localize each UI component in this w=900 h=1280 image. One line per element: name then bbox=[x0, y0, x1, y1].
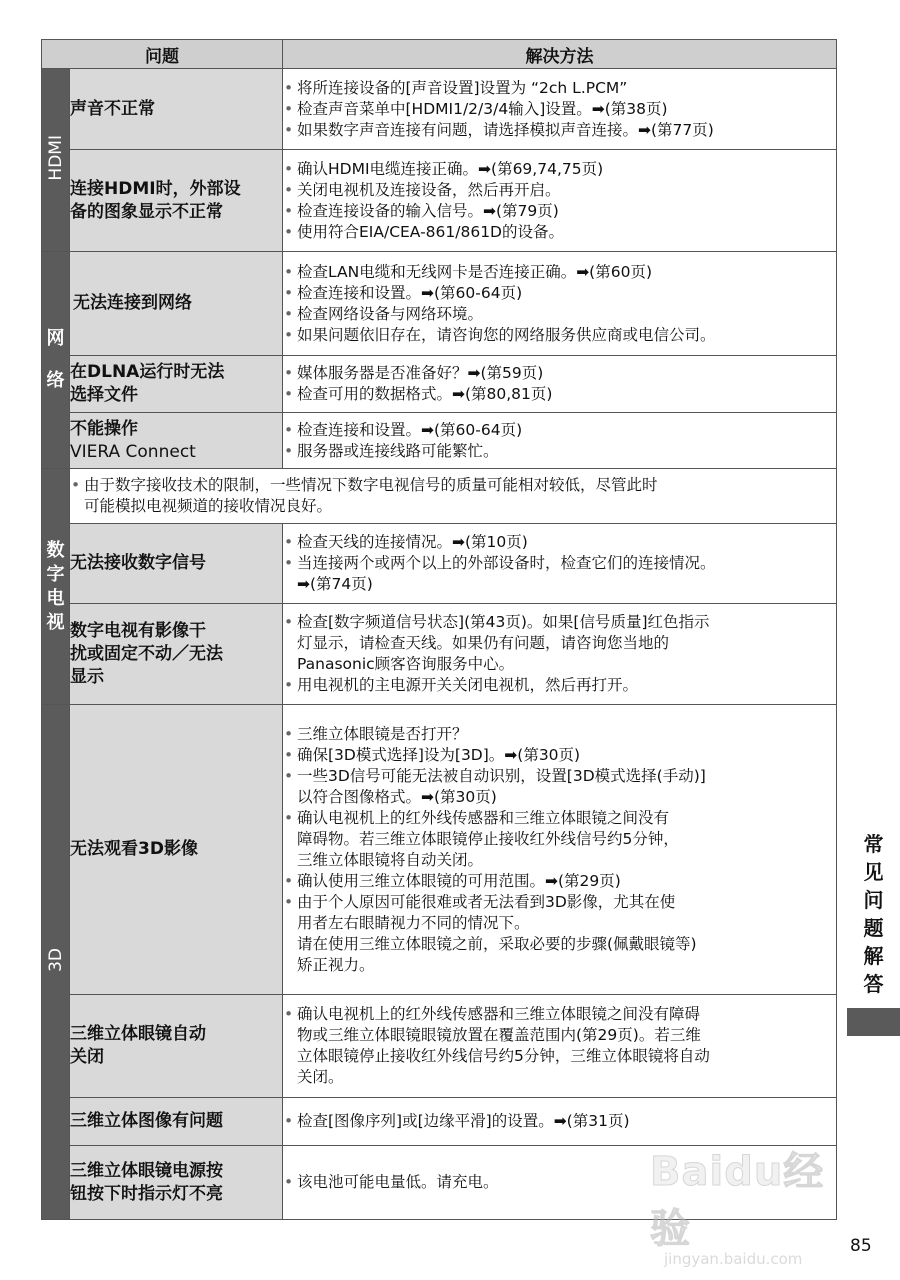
table-row bbox=[42, 150, 837, 252]
solution-item: • 检查天线的连接情况。➡(第10页) bbox=[283, 532, 836, 553]
solution-item: • 检查声音菜单中[HDMI1/2/3/4输入]设置。➡(第38页) bbox=[283, 99, 836, 120]
problem-cell bbox=[70, 995, 283, 1098]
solution-item: • 确认使用三维立体眼镜的可用范围。➡(第29页) bbox=[283, 871, 836, 892]
problem-line: 显示 bbox=[70, 666, 104, 687]
section-3d-label: 3D bbox=[45, 947, 66, 972]
solution-item: • 检查连接和设置。➡(第60-64页) bbox=[283, 420, 836, 441]
solution-item: 请在使用三维立体眼镜之前，采取必要的步骤(佩戴眼镜等) bbox=[297, 934, 697, 953]
solution-item: • 检查[图像序列]或[边缘平滑]的设置。➡(第31页) bbox=[283, 1111, 836, 1132]
problem-cell bbox=[70, 252, 283, 356]
problem-line: 不能操作 bbox=[70, 418, 138, 439]
solution-cell bbox=[283, 150, 837, 252]
problem-cell bbox=[70, 356, 283, 413]
problem-line: 备的图象显示不正常 bbox=[70, 201, 223, 222]
problem-cell: 三维立体图像有问题 bbox=[70, 1098, 283, 1146]
solution-item: • 将所连接设备的[声音设置]设置为 “2ch L.PCM” bbox=[283, 78, 836, 99]
section-char: 电 bbox=[46, 587, 65, 609]
problem-cell: 无法观看3D影像 bbox=[70, 705, 283, 995]
solution-item: • 确认电视机上的红外线传感器和三维立体眼镜之间没有 bbox=[283, 808, 836, 829]
side-tab-char: 解 bbox=[863, 944, 884, 968]
solution-item: • 由于个人原因可能很难或者无法看到3D影像，尤其在使 bbox=[283, 892, 836, 913]
table-row bbox=[42, 69, 837, 150]
problem-cell bbox=[70, 604, 283, 705]
solution-item: 以符合图像格式。➡(第30页) bbox=[297, 787, 497, 806]
table-row bbox=[42, 252, 837, 356]
table-row bbox=[42, 995, 837, 1098]
problem-text: 无法连接到网络 bbox=[73, 293, 192, 313]
problem-line: 选择文件 bbox=[70, 385, 138, 405]
solution-cell bbox=[283, 413, 837, 469]
solution-item: 三维立体眼镜将自动关闭。 bbox=[297, 850, 484, 869]
problem-line: 数字电视有影像干 bbox=[70, 620, 206, 641]
side-tab-char: 常 bbox=[863, 832, 884, 856]
solution-item: • 服务器或连接线路可能繁忙。 bbox=[283, 441, 836, 462]
side-tab-char: 问 bbox=[863, 888, 884, 912]
solution-item: • 检查连接设备的输入信号。➡(第79页) bbox=[283, 201, 836, 222]
table-row bbox=[42, 413, 837, 469]
section-char: 数 bbox=[46, 539, 65, 561]
section-3d bbox=[42, 705, 70, 1220]
side-tab-bar bbox=[847, 1008, 900, 1036]
solution-item: 物或三维立体眼镜眼镜放置在覆盖范围内(第29页)。若三维 bbox=[297, 1026, 701, 1044]
solution-item: • 确认HDMI电缆连接正确。➡(第69,74,75页) bbox=[283, 159, 836, 180]
table-row bbox=[42, 356, 837, 413]
solution-item: • 检查LAN电缆和无线网卡是否连接正确。➡(第60页) bbox=[283, 262, 836, 283]
note-line: • 由于数字接收技术的限制，一些情况下数字电视信号的质量可能相对较低，尽管此时 bbox=[70, 475, 836, 496]
table-row bbox=[42, 524, 837, 604]
section-char: 络 bbox=[46, 370, 65, 391]
problem-cell bbox=[70, 1146, 283, 1220]
solution-item: • 用电视机的主电源开关关闭电视机，然后再打开。 bbox=[283, 675, 836, 696]
solution-item: 用者左右眼睛视力不同的情况下。 bbox=[297, 913, 530, 932]
solution-item: • 检查可用的数据格式。➡(第80,81页) bbox=[283, 384, 836, 405]
solution-item: 立体眼镜停止接收红外线信号约5分钟，三维立体眼镜将自动 bbox=[297, 1047, 710, 1065]
solution-cell bbox=[283, 995, 837, 1098]
section-network bbox=[42, 252, 70, 469]
solution-item: ➡(第74页) bbox=[297, 575, 373, 593]
solution-cell bbox=[283, 356, 837, 413]
solution-item: • 检查网络设备与网络环境。 bbox=[283, 304, 836, 325]
solution-item: • 使用符合EIA/CEA-861/861D的设备。 bbox=[283, 222, 836, 243]
solution-item: 矫正视力。 bbox=[297, 955, 375, 974]
problem-cell bbox=[70, 150, 283, 252]
header-solution: 解决方法 bbox=[283, 40, 837, 69]
section-network-label bbox=[46, 327, 66, 393]
section-digital-tv bbox=[42, 469, 70, 705]
table-row bbox=[42, 1098, 837, 1146]
side-tab-char: 题 bbox=[863, 916, 884, 940]
table-row bbox=[42, 604, 837, 705]
side-tab-label bbox=[847, 830, 900, 998]
solution-cell bbox=[283, 604, 837, 705]
page-number: 85 bbox=[850, 1236, 872, 1256]
solution-item: Panasonic顾客咨询服务中心。 bbox=[297, 655, 515, 673]
side-tab-char: 答 bbox=[863, 972, 884, 996]
problem-line: 钮按下时指示灯不亮 bbox=[70, 1183, 223, 1204]
solution-item: • 媒体服务器是否准备好？➡(第59页) bbox=[283, 363, 836, 384]
solution-item: • 检查连接和设置。➡(第60-64页) bbox=[283, 283, 836, 304]
solution-item: • 该电池可能电量低。请充电。 bbox=[283, 1172, 836, 1193]
faq-table bbox=[41, 39, 837, 1220]
solution-item: • 确保[3D模式选择]设为[3D]。➡(第30页) bbox=[283, 745, 836, 766]
watermark-url: jingyan.baidu.com bbox=[664, 1250, 803, 1268]
header-problem: 问题 bbox=[42, 40, 283, 69]
solution-item: 障碍物。若三维立体眼镜停止接收红外线信号约5分钟， bbox=[297, 829, 679, 848]
solution-item: 灯显示，请检查天线。如果仍有问题，请咨询您当地的 bbox=[297, 634, 670, 652]
table-row bbox=[42, 705, 837, 995]
watermark-logo: Baidu经验 bbox=[650, 1149, 825, 1252]
section-char: 视 bbox=[46, 611, 65, 633]
solution-item: • 一些3D信号可能无法被自动识别，设置[3D模式选择(手动)] bbox=[283, 766, 836, 787]
section-char: 字 bbox=[46, 563, 65, 585]
problem-line: 三维立体眼镜自动 bbox=[70, 1024, 206, 1044]
problem-line: 在DLNA运行时无法 bbox=[70, 362, 225, 382]
solution-cell bbox=[283, 69, 837, 150]
section-hdmi-label: HDMI bbox=[45, 134, 66, 181]
solution-item: • 当连接两个或两个以上的外部设备时，检查它们的连接情况。 bbox=[283, 553, 836, 574]
solution-item: • 确认电视机上的红外线传感器和三维立体眼镜之间没有障碍 bbox=[283, 1004, 836, 1025]
table-row bbox=[42, 469, 837, 524]
section-hdmi bbox=[42, 69, 70, 252]
problem-line: 关闭 bbox=[70, 1047, 104, 1067]
watermark bbox=[650, 1140, 840, 1268]
problem-line: 连接HDMI时，外部设 bbox=[70, 178, 241, 199]
problem-line: 扰或固定不动／无法 bbox=[70, 643, 223, 664]
solution-cell bbox=[283, 1098, 837, 1146]
side-tab-char: 见 bbox=[863, 860, 884, 884]
solution-item: 关闭。 bbox=[297, 1068, 344, 1086]
solution-item: • 三维立体眼镜是否打开？ bbox=[283, 724, 836, 745]
problem-cell bbox=[70, 413, 283, 469]
problem-line: VIERA Connect bbox=[70, 441, 196, 462]
section-digital-tv-label bbox=[46, 539, 66, 635]
solution-item: • 如果数字声音连接有问题，请选择模拟声音连接。➡(第77页) bbox=[283, 120, 836, 141]
solution-item: • 如果问题依旧存在，请咨询您的网络服务供应商或电信公司。 bbox=[283, 325, 836, 346]
solution-cell bbox=[283, 252, 837, 356]
problem-cell: 无法接收数字信号 bbox=[70, 524, 283, 604]
header-row bbox=[42, 40, 837, 69]
problem-cell: 声音不正常 bbox=[70, 69, 283, 150]
solution-item: • 关闭电视机及连接设备，然后再开启。 bbox=[283, 180, 836, 201]
digital-note bbox=[70, 469, 837, 524]
solution-cell bbox=[283, 524, 837, 604]
side-tab-faq bbox=[847, 830, 900, 1036]
section-char: 网 bbox=[46, 328, 65, 349]
note-line: 可能模拟电视频道的接收情况良好。 bbox=[84, 497, 333, 515]
solution-item: • 检查[数字频道信号状态](第43页)。如果[信号质量]红色指示 bbox=[283, 612, 836, 633]
problem-line: 三维立体眼镜电源按 bbox=[70, 1160, 223, 1181]
solution-cell bbox=[283, 705, 837, 995]
